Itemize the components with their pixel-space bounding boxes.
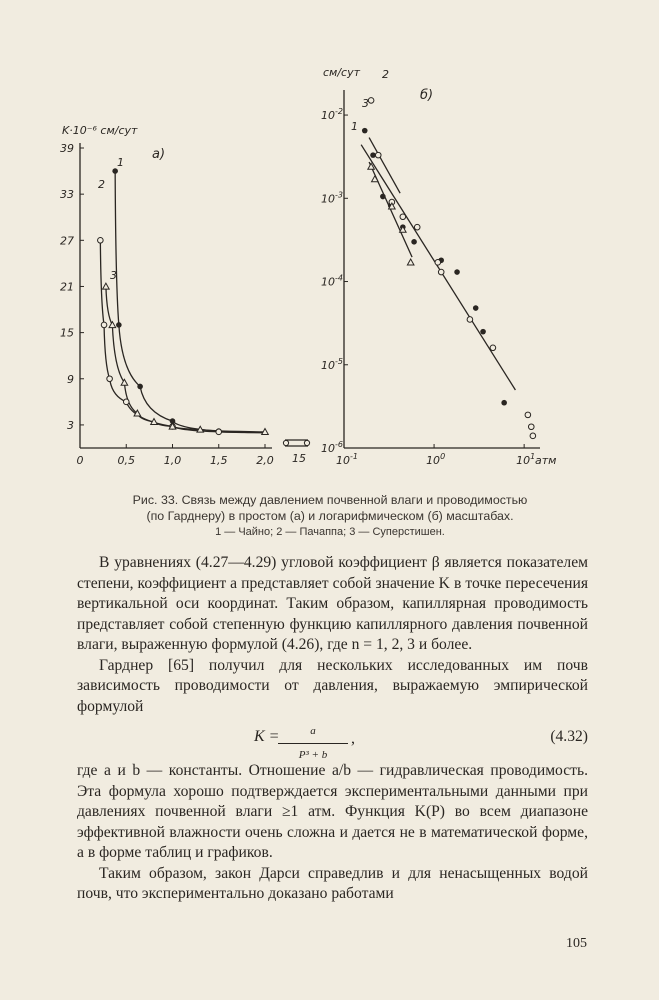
panel-a-curve-label-1: 1	[117, 156, 124, 169]
paragraph-2: Гарднер [65] получил для нескольких исследованных им почв зависимость проводимости от давления, выражаемую эмпирической формулой	[77, 656, 588, 715]
panel-a-point-3	[121, 379, 128, 385]
panel-a-y-axis-label: K·10⁻⁶ см/сут	[62, 124, 138, 137]
formula-numerator: a	[278, 721, 348, 744]
panel-a-point-1	[116, 322, 122, 328]
panel-b-fit-line-1	[361, 145, 515, 390]
panel-b-y-tick-label: $10^{-2}$	[321, 107, 343, 123]
panel-b-x-tick-label: $10^1$	[516, 452, 536, 467]
panel-a	[60, 124, 310, 467]
panel-b-point-1	[380, 194, 386, 200]
panel-b-point-2	[530, 433, 536, 439]
panel-a-x-tick-label: 1,5	[210, 454, 228, 467]
panel-b-point-2	[400, 214, 406, 220]
panel-b-point-2	[375, 152, 381, 158]
panel-a-curve-3	[106, 286, 265, 431]
panel-a-point-1	[137, 384, 143, 390]
panel-a-point-2	[101, 322, 107, 328]
panel-a-point-2	[216, 429, 222, 435]
panel-a-y-tick-label: 21	[60, 280, 74, 294]
panel-a-markers	[98, 168, 269, 434]
panel-b-point-2	[414, 224, 420, 230]
panel-a-curves	[100, 171, 265, 433]
formula-lhs: K =	[254, 728, 280, 745]
formula-comma: ,	[351, 730, 355, 747]
panel-b-x-tick-label: $10^0$	[426, 452, 446, 467]
figure-svg	[0, 0, 659, 485]
body-text	[77, 553, 588, 905]
caption-line-2: (по Гарднеру) в простом (а) и логарифмическом (б) масштабах.	[146, 509, 514, 523]
formula-denominator: P³ + b	[298, 748, 328, 761]
caption-legend: 1 — Чайно; 2 — Пачаппа; 3 — Суперстишен.	[215, 526, 445, 538]
panel-b-y-tick-label: $10^{-6}$	[321, 440, 343, 455]
panel-b-y-tick-label: $10^{-3}$	[321, 190, 343, 206]
panel-b-point-2	[525, 412, 531, 418]
panel-a-point-1	[112, 168, 118, 174]
formula-number: (4.32)	[550, 728, 588, 745]
panel-a-x-tick-label: 2,0	[256, 454, 274, 467]
panel-b-point-2	[438, 269, 444, 275]
caption-line-1: Рис. 33. Связь между давлением почвенной влаги и проводимостью	[132, 493, 528, 507]
panel-a-y-tick-label: 15	[60, 326, 74, 340]
panel-a-x-tick-label: 0	[76, 454, 84, 467]
panel-a-y-tick-label: 27	[60, 234, 74, 248]
paragraph-3: где a и b — константы. Отношение a/b — гидравлическая проводимость. Эта формула хорошо подтверждается экспериментальными данными при давлениях почвенной влаги ≥1 атм. Функция K(P) во всем диапазоне эффективной влажности очень сложна и дается не в математической форме, а в форме таблиц и графиков.	[77, 762, 588, 861]
panel-b	[321, 66, 556, 467]
paragraph-1: В уравнениях (4.27—4.29) угловой коэффициент β является показателем степени, коэффициент a представляет собой значение K в точке пересечения вертикальной оси координат. Таким образом, капиллярная проводимость представляет собой степенную функцию капиллярного давления почвенной влаги, выраженную формулой (4.26), где n = 1, 2, 3 и более.	[77, 554, 588, 653]
page-number: 105	[566, 936, 587, 951]
panel-b-y-axis-label: см/сут	[323, 66, 361, 79]
panel-b-point-1	[501, 400, 507, 406]
panel-b-point-2	[435, 260, 441, 266]
formula-4-32	[77, 721, 588, 761]
panel-b-point-2	[467, 317, 473, 323]
panel-a-y-tick-label: 9	[67, 372, 74, 386]
panel-a-axis-break	[283, 440, 309, 446]
panel-b-x-tick-label: $10^{-1}$	[336, 452, 358, 467]
formula-fraction	[278, 721, 348, 765]
panel-a-label: а)	[152, 147, 166, 162]
panel-b-label: б)	[420, 88, 434, 103]
panel-a-point-2	[123, 399, 129, 405]
panel-b-point-2	[368, 98, 374, 104]
panel-a-point-3	[109, 322, 116, 328]
panel-b-y-tick-label: $10^{-4}$	[321, 273, 343, 289]
panel-b-point-1	[473, 305, 479, 311]
panel-b-point-2	[528, 424, 534, 430]
panel-a-x-break-tick: 15	[292, 452, 306, 465]
panel-a-point-3	[103, 283, 110, 289]
panel-b-curve-label-3: 3	[362, 97, 369, 110]
panel-b-x-unit: атм	[535, 454, 557, 467]
paragraph-4: Таким образом, закон Дарси справедлив и для ненасыщенных водой почв, что экспериментально доказано работами	[77, 864, 588, 902]
panel-a-x-tick-label: 1,0	[163, 454, 182, 467]
panel-a-x-tick-label: 0,5	[117, 454, 135, 467]
panel-a-curve-1	[115, 171, 265, 433]
panel-b-curve-label-2: 2	[382, 68, 389, 81]
panel-b-markers	[362, 98, 536, 439]
figure-33	[0, 0, 659, 485]
panel-a-point-2	[98, 238, 104, 244]
panel-a-y-tick-label: 39	[60, 142, 74, 155]
panel-b-point-2	[490, 345, 496, 351]
figure-caption	[60, 492, 600, 540]
panel-a-curve-label-2: 2	[98, 178, 105, 191]
panel-a-point-2	[107, 376, 113, 382]
panel-b-y-tick-label: $10^{-5}$	[321, 356, 343, 372]
panel-a-y-tick-label: 33	[60, 188, 74, 202]
panel-b-point-1	[480, 329, 486, 335]
panel-b-point-1	[411, 239, 417, 245]
panel-a-curve-label-3: 3	[110, 269, 117, 282]
panel-b-point-1	[362, 128, 368, 134]
panel-b-curve-label-1: 1	[351, 120, 358, 133]
panel-b-point-1	[454, 269, 460, 275]
panel-b-point-3	[407, 259, 414, 265]
panel-a-y-tick-label: 3	[67, 418, 74, 432]
